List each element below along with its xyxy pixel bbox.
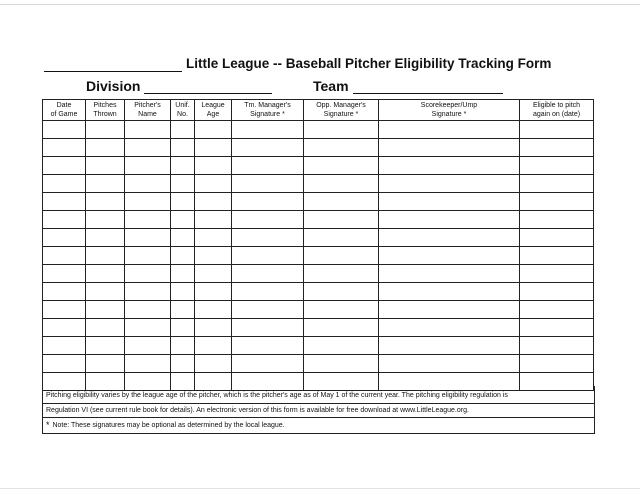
table-row <box>43 337 594 355</box>
table-cell <box>304 175 379 193</box>
table-cell <box>379 157 520 175</box>
table-cell <box>125 283 171 301</box>
table-cell <box>232 121 304 139</box>
table-cell <box>43 175 86 193</box>
table-cell <box>171 193 195 211</box>
table-cell <box>195 265 232 283</box>
table-cell <box>125 139 171 157</box>
table-cell <box>43 247 86 265</box>
table-cell <box>86 175 125 193</box>
table-cell <box>171 229 195 247</box>
footnote-marker: * <box>46 420 50 430</box>
table-cell <box>520 229 594 247</box>
table-cell <box>379 193 520 211</box>
table-row <box>43 175 594 193</box>
col-pitcher-name: Pitcher's Name <box>125 100 171 121</box>
table-cell <box>232 319 304 337</box>
table-cell <box>195 337 232 355</box>
scan-edge-top <box>0 4 640 5</box>
table-cell <box>43 283 86 301</box>
table-row <box>43 283 594 301</box>
table-cell <box>86 283 125 301</box>
table-cell <box>379 211 520 229</box>
table-cell <box>125 355 171 373</box>
table-cell <box>304 337 379 355</box>
scan-edge-bottom <box>0 488 640 489</box>
table-cell <box>125 193 171 211</box>
table-cell <box>43 157 86 175</box>
table-row <box>43 247 594 265</box>
table-cell <box>171 319 195 337</box>
table-cell <box>232 139 304 157</box>
table-cell <box>43 319 86 337</box>
table-cell <box>43 121 86 139</box>
table-cell <box>195 247 232 265</box>
table-row <box>43 139 594 157</box>
table-cell <box>86 319 125 337</box>
table-cell <box>520 355 594 373</box>
table-cell <box>232 211 304 229</box>
table-cell <box>232 229 304 247</box>
table-cell <box>379 247 520 265</box>
table-body <box>43 121 594 391</box>
table-cell <box>195 355 232 373</box>
table-cell <box>304 301 379 319</box>
table-cell <box>171 247 195 265</box>
table-cell <box>171 157 195 175</box>
table-cell <box>520 175 594 193</box>
col-date-of-game: Date of Game <box>43 100 86 121</box>
table-cell <box>43 193 86 211</box>
division-field <box>86 74 272 94</box>
table-cell <box>520 211 594 229</box>
table-cell <box>520 283 594 301</box>
division-blank <box>144 79 272 94</box>
notes-box <box>42 386 595 434</box>
table-cell <box>125 265 171 283</box>
table-cell <box>379 175 520 193</box>
table-cell <box>520 301 594 319</box>
table-cell <box>520 121 594 139</box>
table-cell <box>304 265 379 283</box>
table-cell <box>86 211 125 229</box>
table-cell <box>125 337 171 355</box>
league-name-blank <box>44 56 182 72</box>
table-cell <box>304 139 379 157</box>
table-cell <box>520 337 594 355</box>
table-cell <box>171 355 195 373</box>
col-opp-manager-signature: Opp. Manager's Signature * <box>304 100 379 121</box>
table-cell <box>379 319 520 337</box>
table-cell <box>125 211 171 229</box>
table-cell <box>232 193 304 211</box>
table-cell <box>195 157 232 175</box>
table-cell <box>379 121 520 139</box>
table-cell <box>43 229 86 247</box>
table-cell <box>304 283 379 301</box>
col-scorekeeper-signature: Scorekeeper/Ump Signature * <box>379 100 520 121</box>
table-cell <box>232 301 304 319</box>
table-cell <box>86 157 125 175</box>
table-cell <box>171 283 195 301</box>
table-row <box>43 193 594 211</box>
table-cell <box>171 121 195 139</box>
eligibility-note-line-2: Regulation VI (see current rule book for details). An electronic version of this form is available for free download at www.LittleLeague.org. <box>43 404 594 418</box>
table-cell <box>195 229 232 247</box>
table-cell <box>171 175 195 193</box>
table-row <box>43 157 594 175</box>
table-cell <box>379 301 520 319</box>
col-pitches-thrown: Pitches Thrown <box>86 100 125 121</box>
table-cell <box>379 139 520 157</box>
team-field <box>313 74 503 94</box>
table-cell <box>43 139 86 157</box>
col-team-manager-signature: Tm. Manager's Signature * <box>232 100 304 121</box>
eligibility-note-line-1: Pitching eligibility varies by the league age of the pitcher, which is the pitcher's age as of May 1 of the current year. The pitching eligibility regulation is <box>43 386 594 404</box>
table-cell <box>232 175 304 193</box>
table-cell <box>520 139 594 157</box>
footnote-text: Note: These signatures may be optional as determined by the local league. <box>52 422 285 429</box>
pitcher-tracking-table <box>42 99 594 391</box>
table-row <box>43 355 594 373</box>
table-cell <box>125 247 171 265</box>
table-cell <box>232 247 304 265</box>
table-cell <box>86 247 125 265</box>
table-cell <box>520 247 594 265</box>
table-cell <box>86 229 125 247</box>
table-cell <box>43 301 86 319</box>
table-cell <box>195 121 232 139</box>
table-cell <box>43 265 86 283</box>
table-cell <box>232 265 304 283</box>
col-uniform-number: Unif. No. <box>171 100 195 121</box>
table-cell <box>232 337 304 355</box>
table-cell <box>86 337 125 355</box>
table-cell <box>304 229 379 247</box>
table-cell <box>171 139 195 157</box>
table-cell <box>43 355 86 373</box>
table-cell <box>195 139 232 157</box>
table-row <box>43 319 594 337</box>
table-cell <box>379 337 520 355</box>
table-header-row <box>43 100 594 121</box>
table-cell <box>86 301 125 319</box>
table-cell <box>232 157 304 175</box>
table-row <box>43 229 594 247</box>
table-cell <box>86 193 125 211</box>
col-eligible-date: Eligible to pitch again on (date) <box>520 100 594 121</box>
table-cell <box>195 193 232 211</box>
table-cell <box>520 193 594 211</box>
table-cell <box>86 139 125 157</box>
table-cell <box>195 175 232 193</box>
form-title: Little League -- Baseball Pitcher Eligibility Tracking Form <box>186 56 552 71</box>
table-cell <box>520 157 594 175</box>
table-cell <box>304 211 379 229</box>
team-blank <box>353 79 503 94</box>
table-cell <box>86 121 125 139</box>
table-row <box>43 121 594 139</box>
table-cell <box>171 337 195 355</box>
table-cell <box>520 265 594 283</box>
table-cell <box>171 211 195 229</box>
table-row <box>43 265 594 283</box>
table-cell <box>304 247 379 265</box>
table-cell <box>304 121 379 139</box>
table-cell <box>43 337 86 355</box>
table-cell <box>304 157 379 175</box>
table-cell <box>379 229 520 247</box>
table-cell <box>86 265 125 283</box>
table-cell <box>125 175 171 193</box>
table-row <box>43 211 594 229</box>
table-cell <box>195 283 232 301</box>
table-cell <box>379 283 520 301</box>
table-cell <box>125 301 171 319</box>
table-cell <box>379 265 520 283</box>
table-cell <box>520 319 594 337</box>
table-cell <box>86 355 125 373</box>
table-cell <box>195 211 232 229</box>
table-cell <box>171 301 195 319</box>
form-title-row <box>44 52 604 72</box>
table-cell <box>125 319 171 337</box>
table-cell <box>232 355 304 373</box>
table-cell <box>125 229 171 247</box>
table-cell <box>125 121 171 139</box>
team-label: Team <box>313 78 349 94</box>
table-row <box>43 301 594 319</box>
table-cell <box>304 355 379 373</box>
division-label: Division <box>86 78 141 94</box>
table-cell <box>304 319 379 337</box>
table-cell <box>232 283 304 301</box>
col-league-age: League Age <box>195 100 232 121</box>
signature-footnote <box>43 418 594 433</box>
table-cell <box>304 193 379 211</box>
table-cell <box>195 301 232 319</box>
table-cell <box>43 211 86 229</box>
table-cell <box>195 319 232 337</box>
table-cell <box>171 265 195 283</box>
table-cell <box>379 355 520 373</box>
table-cell <box>125 157 171 175</box>
